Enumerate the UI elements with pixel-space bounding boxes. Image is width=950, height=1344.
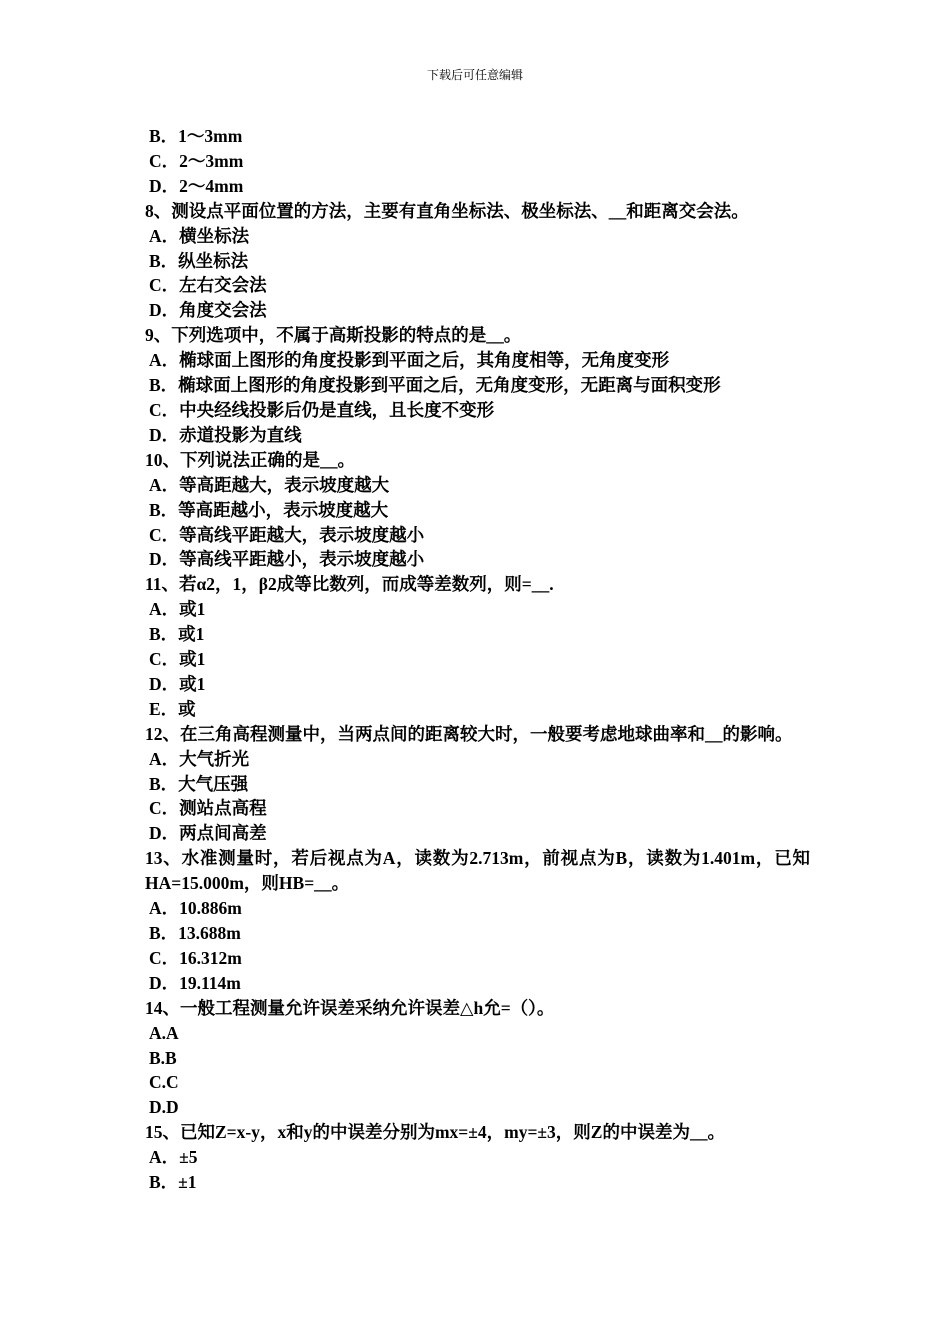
answer-option: B．13.688m [149,923,241,943]
answer-option: A．10.886m [149,898,242,919]
answer-option: B．1～3mm [149,126,243,146]
question-text: 12、在三角高程测量中，当两点间的距离较大时，一般要考虑地球曲率和__的影响。 [145,723,793,744]
answer-option: D.D [149,1097,179,1118]
answer-option: E．或 [149,698,196,719]
question-text: 15、已知Z=x-y，x和y的中误差分别为mx=±4，my=±3，则Z的中误差为__。 [145,1122,725,1143]
answer-option: A．等高距越大，表示坡度越大 [149,474,390,495]
answer-option: D．两点间高差 [149,823,267,844]
answer-option: D．角度交会法 [149,300,267,321]
answer-option: A．椭球面上图形的角度投影到平面之后，其角度相等，无角度变形 [149,350,670,371]
answer-option: C．左右交会法 [149,275,267,296]
answer-option: C．测站点高程 [149,798,267,819]
answer-option: D．19.114m [149,972,241,993]
answer-option: C.C [149,1072,179,1093]
question-text: 11、若α2，1，β2成等比数列，而成等差数列，则=__. [145,574,554,595]
question-text: 14、一般工程测量允许误差采纳允许误差△h允=（）。 [145,997,555,1018]
answer-option: A．或1 [149,599,206,620]
answer-option: B．±1 [149,1172,197,1193]
answer-option: B．或1 [149,624,205,645]
page-header: 下载后可任意编辑 [426,68,523,82]
answer-option: C．16.312m [149,947,242,968]
answer-option: A.A [149,1022,179,1043]
answer-option: B.B [149,1047,177,1068]
answer-option: B．大气压强 [149,773,249,794]
answer-option: C．中央经线投影后仍是直线，且长度不变形 [149,399,495,420]
question-text: 13、水准测量时，若后视点为A，读数为2.713m，前视点为B，读数为1.401m，已知HA=15.000m，则HB=__。 [145,848,810,894]
answer-option: C．2～3mm [149,150,244,171]
answer-option: C．或1 [149,649,206,670]
answer-option: B．椭球面上图形的角度投影到平面之后，无角度变形，无距离与面积变形 [149,375,721,396]
answer-option: B．纵坐标法 [149,250,249,271]
question-text: 9、下列选项中，不属于高斯投影的特点的是__。 [145,325,522,346]
answer-option: B．等高距越小，表示坡度越大 [149,499,389,520]
answer-option: A．±5 [149,1147,198,1168]
answer-option: D．或1 [149,673,206,694]
document-body [145,124,810,1195]
answer-option: A．大气折光 [149,748,250,769]
answer-option: D．2～4mm [149,175,244,196]
answer-option: D．等高线平距越小，表示坡度越小 [149,549,425,570]
answer-option: D．赤道投影为直线 [149,424,302,445]
answer-option: C．等高线平距越大，表示坡度越小 [149,524,425,545]
question-text: 8、测设点平面位置的方法，主要有直角坐标法、极坐标法、__和距离交会法。 [145,200,749,221]
question-text: 10、下列说法正确的是__。 [145,449,355,470]
answer-option: A．横坐标法 [149,225,250,246]
